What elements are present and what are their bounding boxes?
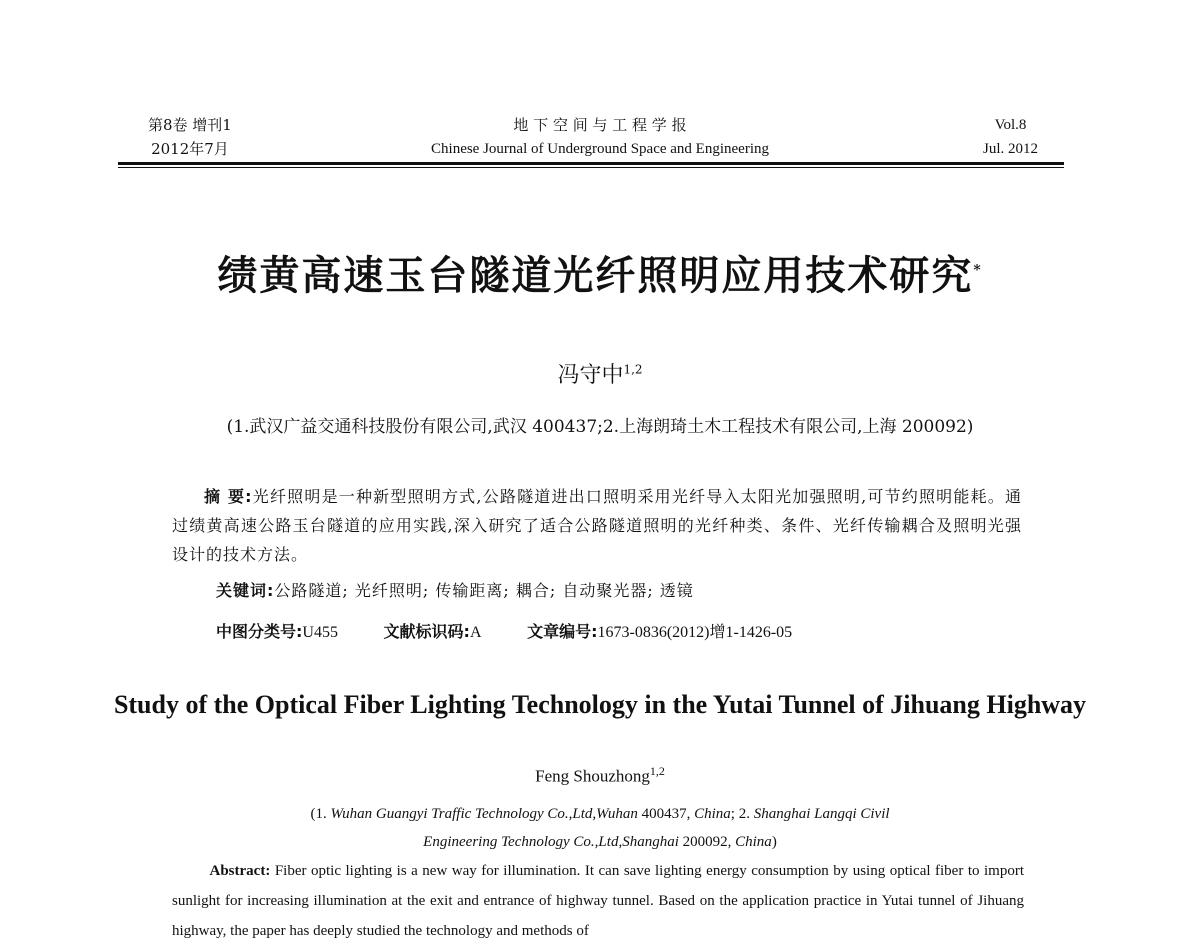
header-date-cn: 2012年7月 xyxy=(151,140,229,158)
affiliation-en xyxy=(0,800,1200,856)
header-journal-cn: 地 下 空 间 与 工 程 学 报 xyxy=(513,116,687,134)
page-title-cn xyxy=(0,244,1200,301)
header-volume-en: Vol.8 xyxy=(994,117,1027,133)
header-volume-en-block xyxy=(983,113,1038,161)
abstract-en xyxy=(172,856,1024,946)
aff-en-country2: China xyxy=(735,834,772,850)
keywords-cn xyxy=(216,578,694,601)
clc xyxy=(216,622,338,641)
affiliation-en-line1 xyxy=(0,800,1200,828)
header-rule-thin xyxy=(118,167,1064,168)
header-rule-thick xyxy=(118,162,1064,165)
author-en-name: Feng Shouzhong xyxy=(535,766,650,786)
aff-en-zip2: 200092, xyxy=(682,834,732,850)
article-no xyxy=(527,622,792,641)
clc-label: 中图分类号: xyxy=(216,622,303,641)
aff-en-org2-start: Shanghai Langqi Civil xyxy=(753,806,890,822)
abstract-en-label: Abstract: xyxy=(209,863,271,879)
classification-line xyxy=(216,619,832,642)
aff-en-sep: ; 2. xyxy=(730,806,750,822)
title-cn-footnote-mark: * xyxy=(973,262,983,279)
article-no-value: 1673-0836(2012)增1-1426-05 xyxy=(597,624,793,641)
author-en xyxy=(0,764,1200,787)
header-date-en: Jul. 2012 xyxy=(982,141,1038,157)
article-no-label: 文章编号: xyxy=(527,622,598,641)
abstract-cn-text: 光纤照明是一种新型照明方式,公路隧道进出口照明采用光纤导入太阳光加强照明,可节约照明能耗。通过绩黄高速公路玉台隧道的应用实践,深入研究了适合公路隧道照明的光纤种类、条件、光纤传输耦合及照明光强设计的技术方法。 xyxy=(172,487,1022,564)
aff-en-zip1: 400437, xyxy=(641,806,691,822)
author-cn-sup: 1,2 xyxy=(623,362,643,377)
abstract-cn xyxy=(172,482,1022,569)
page-title-en: Study of the Optical Fiber Lighting Technology in the Yutai Tunnel of Jihuang Highway xyxy=(113,690,1087,719)
doc-code-value: A xyxy=(469,624,482,641)
aff-en-org2-end: Engineering Technology Co.,Ltd,Shanghai xyxy=(423,834,679,850)
affiliation-cn: (1.武汉广益交通科技股份有限公司,武汉 400437;2.上海朗琦土木工程技术有限公司,上海 200092) xyxy=(226,417,974,437)
aff-en-open: (1. xyxy=(310,806,327,822)
keywords-cn-text: 公路隧道; 光纤照明; 传输距离; 耦合; 自动聚光器; 透镜 xyxy=(274,581,694,600)
doc-code-label: 文献标识码: xyxy=(383,622,470,641)
author-en-sup: 1,2 xyxy=(649,764,665,778)
aff-en-country1: China xyxy=(694,806,731,822)
author-cn xyxy=(0,358,1200,389)
aff-en-org1: Wuhan Guangyi Traffic Technology Co.,Ltd,Wuhan xyxy=(330,806,638,822)
abstract-en-text: Fiber optic lighting is a new way for illumination. It can save lighting energy consumption by using optical fiber to import sunlight for increasing illumination at the exit and entrance of highway tunnel. Based on the application practice in Yutai tunnel of Jihuang highway, the paper has deeply studied the technology and methods of xyxy=(172,863,1024,939)
aff-en-close: ) xyxy=(771,834,777,850)
keywords-cn-label: 关键词: xyxy=(216,581,275,600)
header-volume-cn: 第8卷 增刊1 xyxy=(148,116,232,134)
title-cn-text: 绩黄高速玉台隧道光纤照明应用技术研究 xyxy=(217,252,974,299)
clc-value: U455 xyxy=(302,624,338,641)
doc-code xyxy=(384,622,482,641)
affiliation-en-line2 xyxy=(0,828,1200,856)
abstract-cn-label: 摘 要: xyxy=(204,487,253,506)
header-journal-en: Chinese Journal of Underground Space and Engineering xyxy=(431,141,769,157)
author-cn-name: 冯守中 xyxy=(557,363,624,388)
